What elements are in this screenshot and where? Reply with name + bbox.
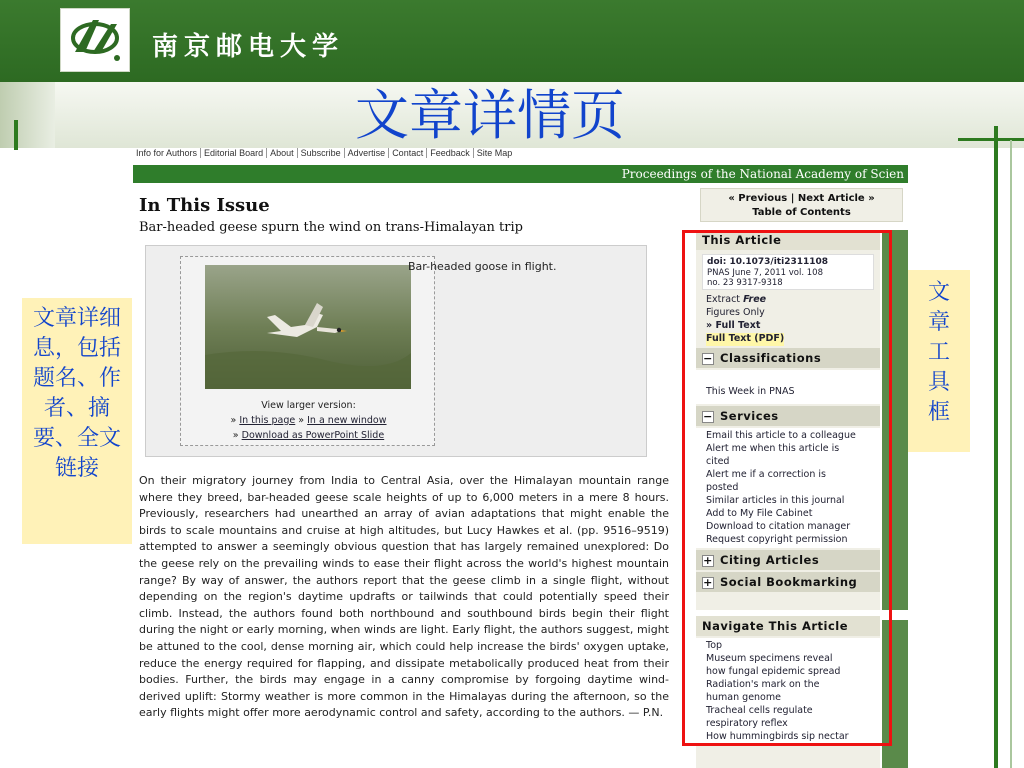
collapse-icon[interactable]: −: [703, 351, 713, 365]
classification-item[interactable]: This Week in PNAS: [706, 386, 795, 397]
link-in-this-page[interactable]: In this page: [239, 415, 296, 426]
social-bookmarking-label: Social Bookmarking: [720, 575, 858, 589]
figure-frame: [180, 256, 435, 446]
service-alert-cited-cont[interactable]: cited: [706, 456, 730, 467]
issue-pages-line: no. 23 9317-9318: [707, 278, 783, 288]
free-label: Free: [743, 294, 767, 305]
decor-line-right: [994, 126, 998, 768]
callout-article-details: 文章详细息，包括题名、作者、摘要、全文链接: [22, 298, 132, 544]
navigate-link[interactable]: Radiation's mark on the: [706, 679, 820, 690]
figure-ppt-link-row: » Download as PowerPoint Slide: [232, 430, 385, 441]
navigate-header: Navigate This Article: [696, 616, 880, 636]
university-logo: [60, 8, 130, 72]
link-new-window[interactable]: In a new window: [307, 415, 387, 426]
figures-only-link[interactable]: Figures Only: [706, 307, 765, 318]
slide-title: 文章详情页: [355, 84, 625, 147]
full-text-pdf-link[interactable]: Full Text (PDF): [706, 333, 785, 344]
table-of-contents-link[interactable]: Table of Contents: [752, 207, 851, 218]
nav-contact[interactable]: Contact: [389, 148, 427, 158]
nav-site-map[interactable]: Site Map: [476, 148, 513, 158]
highlight-toolbox-frame: [682, 230, 892, 746]
decor-line-left: [14, 120, 18, 150]
nav-feedback[interactable]: Feedback: [427, 148, 474, 158]
services-label: Services: [720, 409, 779, 423]
navigate-top-link[interactable]: Top: [706, 640, 723, 651]
view-larger-label: View larger version:: [261, 400, 356, 411]
site-top-nav: [133, 148, 515, 164]
decor-line-right-h: [958, 138, 1024, 141]
navigate-link[interactable]: respiratory reflex: [706, 718, 788, 729]
citing-articles-label: Citing Articles: [720, 553, 820, 567]
link-download-powerpoint[interactable]: Download as PowerPoint Slide: [241, 430, 385, 441]
navigate-link[interactable]: How hummingbirds sip nectar: [706, 731, 849, 742]
service-alert-correction-cont[interactable]: posted: [706, 482, 739, 493]
service-alert-correction[interactable]: Alert me if a correction is: [706, 469, 826, 480]
collapse-icon[interactable]: −: [703, 409, 713, 423]
nav-editorial-board[interactable]: Editorial Board: [201, 148, 267, 158]
school-name: 南京邮电大学: [152, 32, 345, 62]
callout-article-toolbox: 文章工具框: [908, 270, 970, 452]
article-nav-box: [700, 188, 903, 222]
nav-about[interactable]: About: [267, 148, 298, 158]
prev-next-links[interactable]: « Previous | Next Article »: [728, 193, 875, 204]
header-band: [0, 0, 1024, 82]
navigate-link[interactable]: human genome: [706, 692, 781, 703]
service-similar[interactable]: Similar articles in this journal: [706, 495, 845, 506]
navigate-link[interactable]: Tracheal cells regulate: [706, 705, 813, 716]
full-text-link[interactable]: » Full Text: [706, 320, 761, 331]
nav-subscribe[interactable]: Subscribe: [298, 148, 345, 158]
navigate-link[interactable]: how fungal epidemic spread: [706, 666, 841, 677]
navigate-link[interactable]: Museum specimens reveal: [706, 653, 833, 664]
service-copyright[interactable]: Request copyright permission: [706, 534, 848, 545]
journal-title: Proceedings of the National Academy of Scien: [621, 167, 904, 181]
figure-caption: Bar-headed goose in flight.: [408, 260, 557, 273]
figure-box: [145, 245, 647, 457]
service-file-cabinet[interactable]: Add to My File Cabinet: [706, 508, 813, 519]
article-headline: Bar-headed geese spurn the wind on trans-Himalayan trip: [139, 220, 523, 235]
goose-photo[interactable]: [205, 265, 411, 389]
doi-text: doi: 10.1073/iti2311108: [707, 257, 829, 267]
expand-icon[interactable]: +: [703, 575, 713, 589]
nav-info-for-authors[interactable]: Info for Authors: [133, 148, 201, 158]
figure-view-links: » In this page » In a new window: [230, 415, 387, 426]
nav-advertise[interactable]: Advertise: [345, 148, 390, 158]
service-alert-cited[interactable]: Alert me when this article is: [706, 443, 840, 454]
journal-title-bar: [133, 165, 908, 183]
classifications-label: Classifications: [720, 351, 822, 365]
article-body: On their migratory journey from India to Central Asia, over the Himalayan mountain range where they breed, bar-headed geese scale heights of up to 6,000 meters in a mere 8 hours. Previously, researchers had unearthed an array of avian adaptations that might enable the birds to scale mountains and cruise at high altitudes, but Lucy Hawkes et al. (pp. 9516–9519) attempted to answer a seemingly obvious question that has largely remained unexplored: Do the geese rely on the prevailing winds to ease their flight across the world's highest mountain range? By way of answer, the authors report that the geese climb in a single flight, without depending on the region's daytime updrafts or tailwinds that could potentially speed their climb. Instead, the authors found both northbound and southbound birds begin their flight during the night or early morning, when winds are light. Early flight, the authors suggest, might be attuned to the cool, dense morning air, which could help increase the birds' oxygen uptake, reduce the energy required for flapping, and dissipate metabolically produced heat from their bodies. Further, the birds may engage in a canny compromise by forgoing daytime wind-derived uplift: Stormy weather is more common in the Himalayas during the afternoon, so the early flights might offer more aerodynamic control and safety, according to the authors. — P.N.: [139, 474, 669, 720]
decor-line-right-thin: [1010, 140, 1012, 768]
expand-icon[interactable]: +: [703, 553, 713, 567]
service-email[interactable]: Email this article to a colleague: [706, 430, 856, 441]
extract-link[interactable]: Extract: [706, 294, 741, 305]
this-article-header: This Article: [696, 230, 880, 250]
service-citation-manager[interactable]: Download to citation manager: [706, 521, 851, 532]
pnas-date-line: PNAS June 7, 2011 vol. 108: [707, 268, 823, 278]
section-heading: In This Issue: [139, 195, 270, 216]
